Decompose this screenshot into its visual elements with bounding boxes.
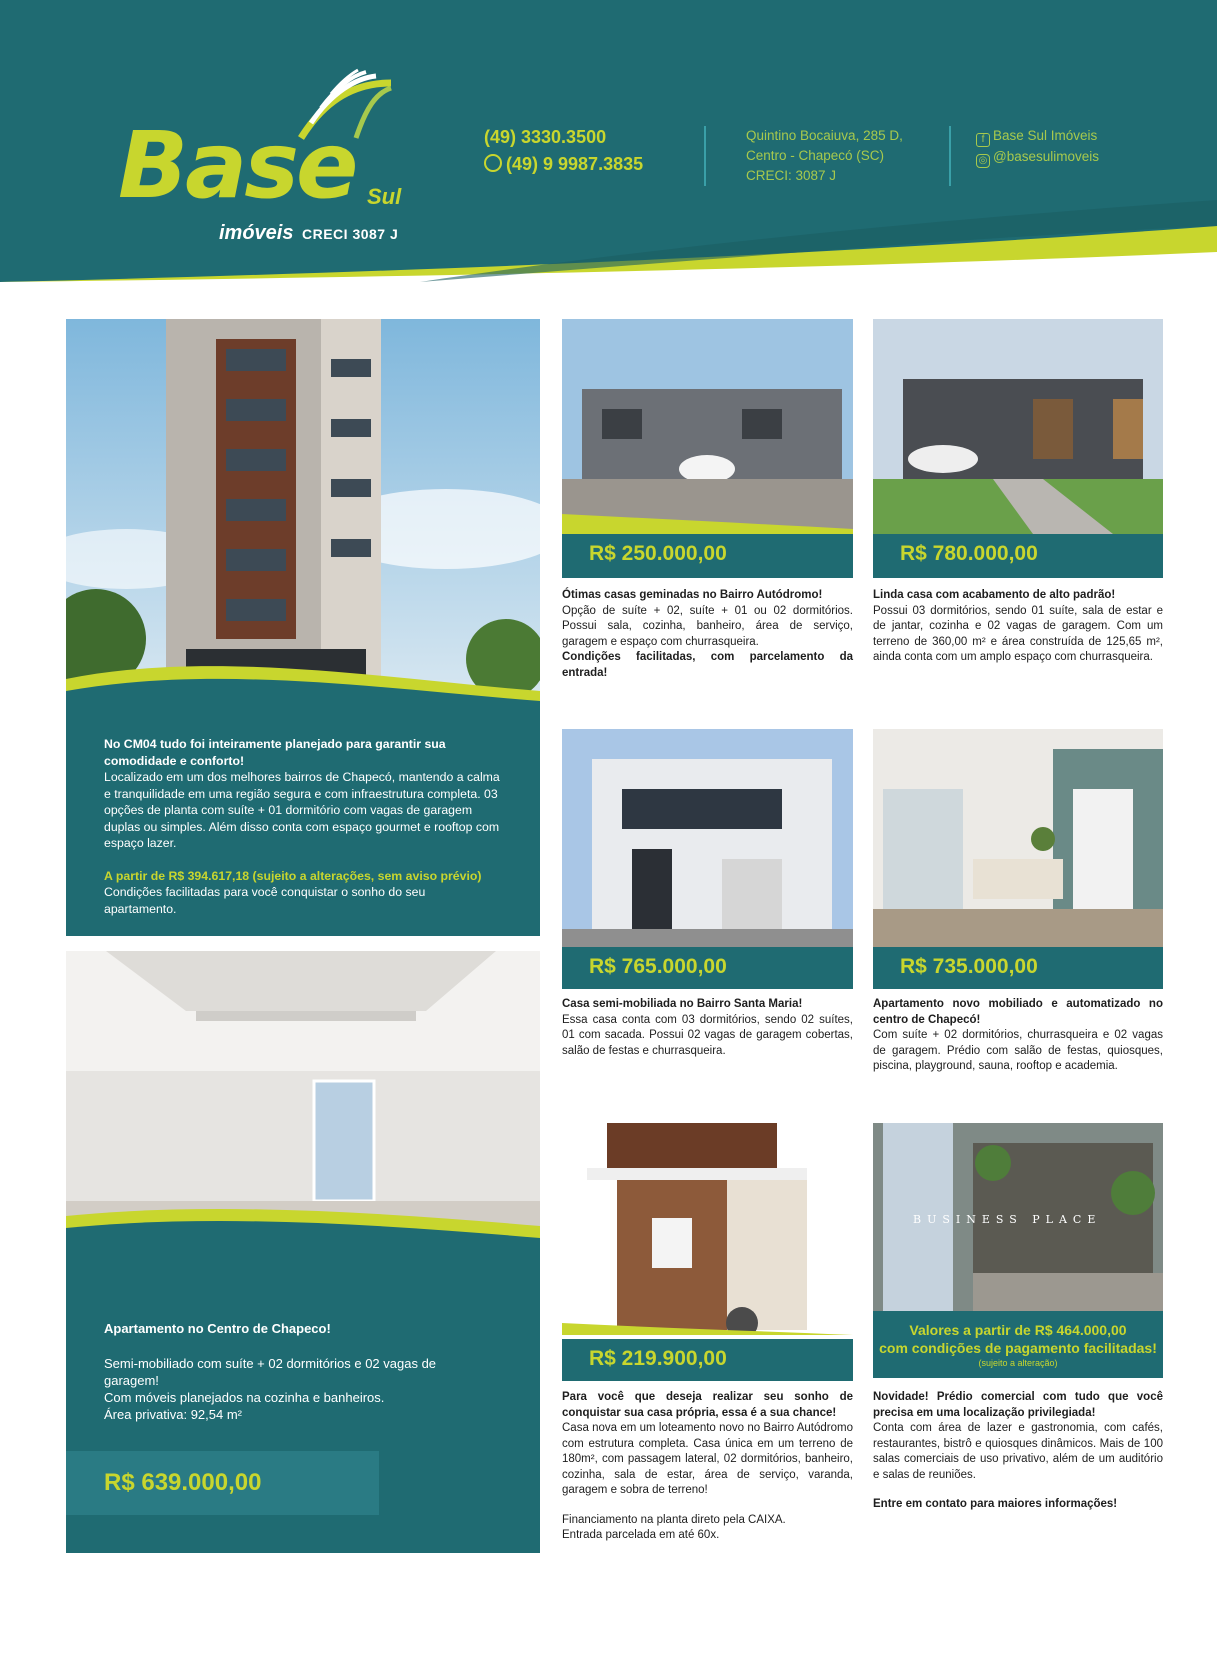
banner-line: com condições de pagamento facilitadas!	[879, 1340, 1157, 1356]
listing-price: R$ 735.000,00	[873, 947, 1163, 989]
cm04-text	[104, 736, 500, 917]
apto-interior-image	[66, 951, 540, 1276]
listing-title: Casa semi-mobiliada no Bairro Santa Maria!	[562, 998, 803, 1010]
listing-title: Apartamento novo mobiliado e automatizado no centro de Chapecó!	[873, 998, 1163, 1026]
listing-body: Casa nova em um loteamento novo no Bairro Autódromo com estrutura completa. Casa única em um terreno de 180m², com passagem lateral, 02 dormitórios, banheiro, cozinha, sala de estar, área de serviço, varanda, garagem e sobra de terreno!	[562, 1422, 853, 1496]
listing-title: Novidade! Prédio comercial com tudo que você precisa em uma localização privilegiada!	[873, 1391, 1163, 1419]
address	[746, 126, 903, 186]
address-line: CRECI: 3087 J	[746, 168, 837, 183]
apto-line: Área privativa: 92,54 m²	[104, 1407, 243, 1422]
listing-title: Linda casa com acabamento de alto padrão!	[873, 589, 1116, 601]
listing-title: Ótimas casas geminadas no Bairro Autódromo!	[562, 589, 823, 601]
instagram-icon: ◎	[976, 154, 990, 168]
logo-sul: Sul	[367, 184, 402, 209]
cm04-body: Localizado em um dos melhores bairros de Chapecó, mantendo a calma e tranquilidade em uma região segura e com infraestrutura completa. 03 opções de planta com suíte + 01 dormitório com vagas de garagem duplas ou simples. Além disso conta com espaço gourmet e rooftop com espaço lazer.	[104, 770, 500, 850]
divider	[704, 126, 706, 186]
apto-line: Com móveis planejados na cozinha e banheiros.	[104, 1390, 385, 1405]
logo-creci: CRECI 3087 J	[302, 226, 399, 242]
divider	[949, 126, 951, 186]
header-banner	[0, 0, 1217, 282]
cm04-heading: No CM04 tudo foi inteiramente planejado para garantir sua comodidade e conforto!	[104, 737, 446, 768]
listing-price: R$ 219.900,00	[562, 1339, 853, 1381]
banner-note: (sujeito a alteração)	[978, 1358, 1058, 1368]
cm04-building-image	[66, 319, 540, 715]
listing-footer: Condições facilitadas, com parcelamento da entrada!	[562, 651, 853, 679]
instagram-link[interactable]	[976, 147, 1099, 168]
listing-body: Essa casa conta com 03 dormitórios, sendo 02 suítes, 01 com sacada. Possui 02 vagas de garagem cobertas, salão de festas e churrasqueira.	[562, 1013, 853, 1057]
logo-imoveis: imóveis	[219, 222, 294, 244]
cm04-conditions: Condições facilitadas para você conquistar o sonho do seu apartamento.	[104, 885, 426, 916]
whatsapp-line[interactable]	[484, 151, 643, 178]
whatsapp-icon	[484, 154, 502, 172]
listing-price: R$ 765.000,00	[562, 947, 853, 989]
listing-description	[873, 588, 1163, 666]
listing-footer: Financiamento na planta direto pela CAIXA.	[562, 1513, 786, 1526]
listing-image	[873, 319, 1163, 534]
business-place-text: BUSINESS PLACE	[913, 1213, 1102, 1226]
listing-price: R$ 250.000,00	[562, 534, 853, 578]
listing-body: Com suíte + 02 dormitórios, churrasqueira e 02 vagas de garagem. Prédio com salão de festas, quiosques, piscina, playground, sauna, rooftop e academia.	[873, 1029, 1163, 1072]
listing-image	[562, 1123, 853, 1335]
business-place-banner	[873, 1311, 1163, 1378]
listing-footer: Entrada parcelada em até 60x.	[562, 1529, 720, 1541]
listing-image	[562, 319, 853, 534]
listing-body: Possui 03 dormitórios, sendo 01 suíte, sala de estar e de jantar, cozinha e 02 vagas de garagem. Com um terreno de 360,00 m² e área construída de 125,65 m², ainda conta com um amplo espaço com churrasqueira.	[873, 604, 1163, 663]
cm04-price: A partir de R$ 394.617,18 (sujeito a alterações, sem aviso prévio)	[104, 868, 482, 883]
address-line: Centro - Chapecó (SC)	[746, 148, 885, 163]
logo-base: Base	[118, 112, 356, 219]
listing-body: Conta com área de lazer e gastronomia, com cafés, restaurantes, bistrô e quiosques dinâmicos. Mais de 100 salas comerciais de uso privativo, além de um auditório e salas de reuniões.	[873, 1422, 1163, 1481]
social-links	[976, 126, 1099, 168]
listing-description	[562, 997, 853, 1059]
business-place-image	[873, 1123, 1163, 1315]
apto-line: Semi-mobiliado com suíte + 02 dormitórios e 02 vagas de garagem!	[104, 1356, 437, 1388]
listing-title: Para você que deseja realizar seu sonho de conquistar sua casa própria, essa é a sua chance!	[562, 1391, 853, 1419]
listing-image	[562, 729, 853, 959]
listing-price: R$ 780.000,00	[873, 534, 1163, 578]
listing-description	[873, 997, 1163, 1075]
facebook-link[interactable]	[976, 126, 1099, 147]
apto-heading: Apartamento no Centro de Chapeco!	[104, 1321, 331, 1336]
address-line: Quintino Bocaiuva, 285 D,	[746, 128, 903, 143]
apto-text	[104, 1320, 484, 1423]
facebook-icon: f	[976, 133, 990, 147]
listing-image	[873, 729, 1163, 959]
facebook-label: Base Sul Imóveis	[993, 128, 1098, 143]
apto-price: R$ 639.000,00	[66, 1451, 379, 1515]
contact-phones	[484, 124, 643, 178]
banner-line: Valores a partir de R$ 464.000,00	[909, 1322, 1127, 1338]
listing-description	[873, 1390, 1163, 1513]
instagram-label: @basesulimoveis	[993, 149, 1099, 164]
listing-footer: Entre em contato para maiores informações!	[873, 1498, 1118, 1510]
listing-description	[562, 1390, 853, 1544]
whatsapp-number: (49) 9 9987.3835	[506, 154, 644, 174]
listing-description	[562, 588, 853, 681]
phone-number[interactable]: (49) 3330.3500	[484, 127, 607, 147]
listing-body: Opção de suíte + 02, suíte + 01 ou 02 dormitórios. Possui sala, cozinha, banheiro, área de serviço, garagem e espaço com churrasqueira.	[562, 604, 853, 648]
